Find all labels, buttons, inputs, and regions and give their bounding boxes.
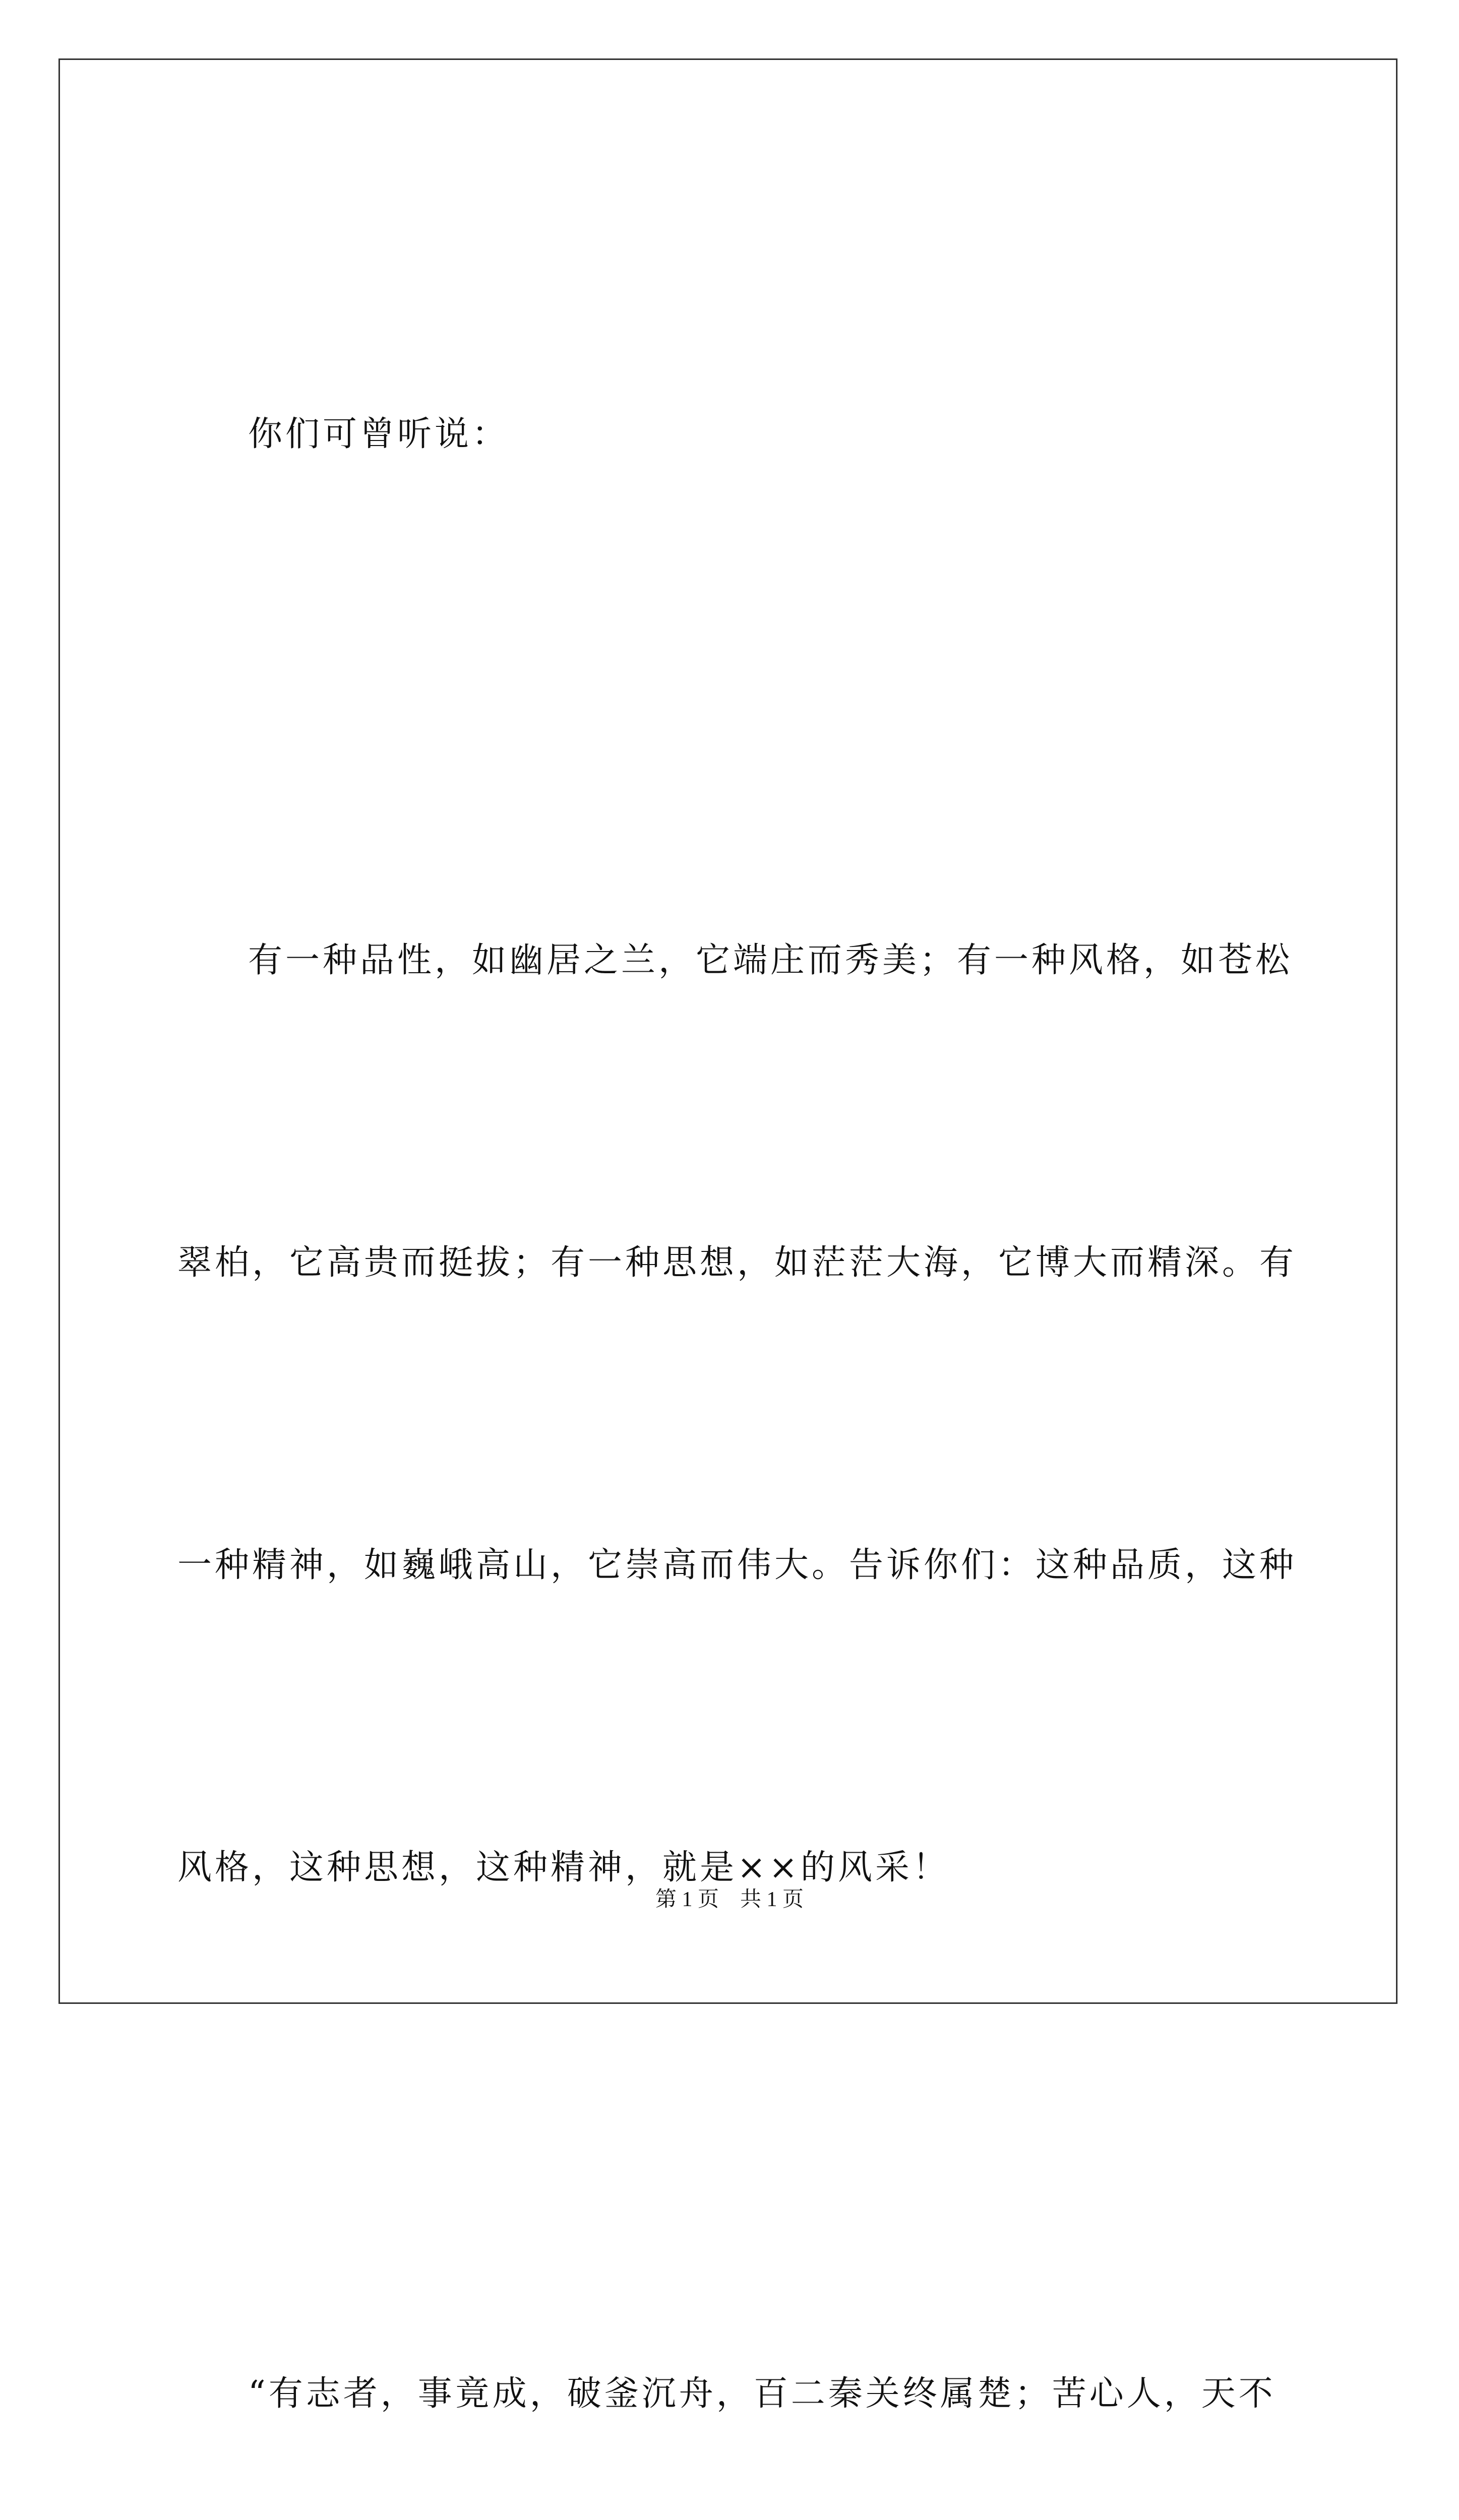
document-body: [177, 182, 1347, 2520]
paragraph-line: 一种精神，如巍峨高山，它崇高而伟大。告诉你们：这种品质，这种: [177, 1545, 1297, 1585]
paragraph-1: [177, 182, 1347, 686]
paragraph-line: 你们可曾听说：: [248, 414, 510, 454]
paragraph-line: “有志者，事竟成，破釜沉舟，百二秦关终属楚；苦心人，天不: [248, 2374, 1276, 2414]
page-number-footer: 第 1 页 共 1 页: [655, 1888, 804, 1911]
paragraph-line: 翠柏，它高贵而挺拔；有一种思想，如茫茫大海，它博大而精深。有: [177, 1243, 1297, 1283]
paragraph-line: 风格，这种思想，这种精神，就是××的风采！: [177, 1848, 950, 1887]
paragraph-line: 有一种品性，如幽居之兰，它端庄而秀美；有一种风格，如苍松: [248, 940, 1293, 980]
paragraph-3: [177, 2142, 1347, 2520]
